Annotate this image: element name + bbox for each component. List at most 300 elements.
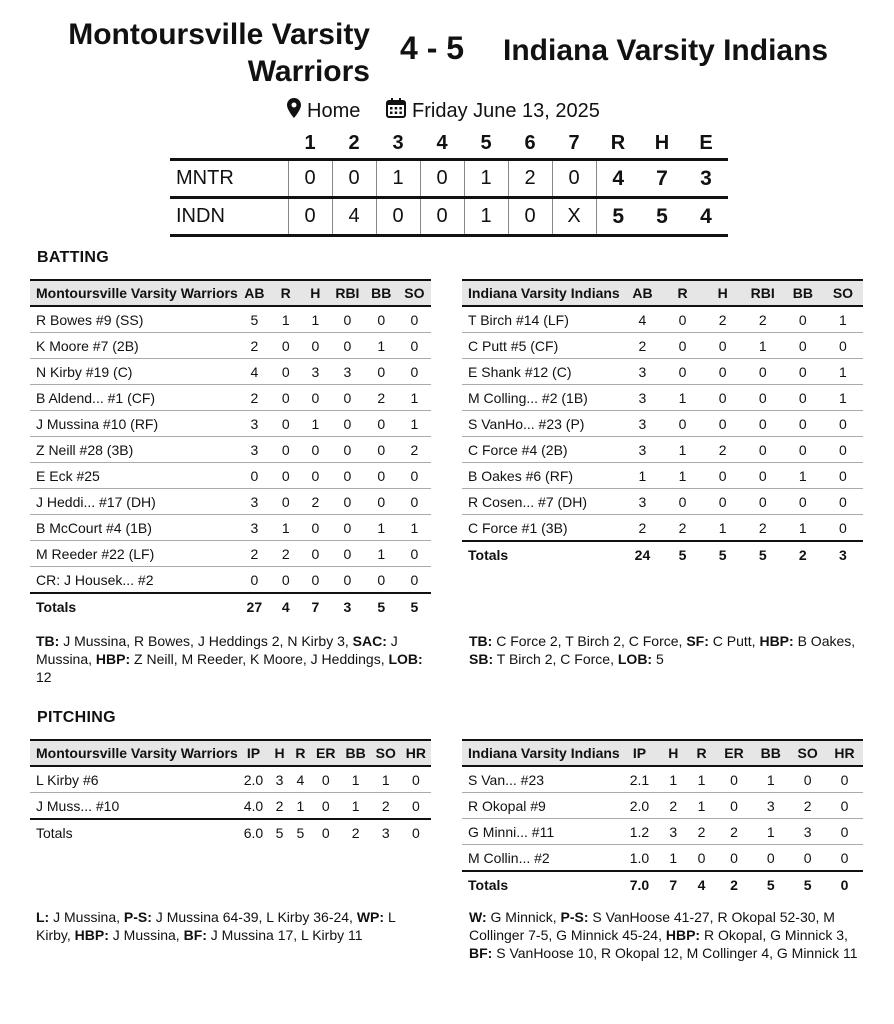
player-row [30, 793, 431, 820]
stat-value: 3 [622, 411, 662, 437]
stat-column-header: R [290, 740, 311, 766]
inning-score: 0 [508, 198, 552, 236]
stat-value: 0 [743, 385, 783, 411]
totals-value: 0 [826, 871, 863, 897]
team-column-header: Montoursville Varsity Warriors [30, 740, 238, 766]
stat-value: 1 [398, 385, 431, 411]
stat-value: 0 [301, 385, 331, 411]
stat-value: 3 [269, 766, 290, 793]
team-column-header: Montoursville Varsity Warriors [30, 280, 238, 306]
stat-value: 1 [823, 306, 863, 333]
stat-value: 3 [622, 437, 662, 463]
stat-value: 0 [783, 385, 823, 411]
stat-value: 0 [823, 463, 863, 489]
stat-value: 2 [743, 515, 783, 542]
inning-score: 1 [464, 198, 508, 236]
note-label: HBP: [759, 633, 794, 649]
stat-value: 0 [301, 437, 331, 463]
totals-label: Totals [30, 593, 238, 619]
stat-column-header: SO [398, 280, 431, 306]
line-score-header [170, 128, 728, 160]
stat-value: 2 [269, 793, 290, 820]
stat-value: 0 [703, 411, 743, 437]
stat-value: 1 [301, 306, 331, 333]
stat-value: 0 [301, 567, 331, 594]
note-label: W: [469, 909, 487, 925]
pitching-table-away [30, 739, 431, 845]
stat-value: 0 [398, 489, 431, 515]
stat-column-header: HR [826, 740, 863, 766]
calendar-icon [386, 98, 406, 124]
runs-total: 4 [596, 160, 640, 198]
note-label: WP: [356, 909, 385, 925]
stat-value: 2 [789, 793, 826, 819]
player-row [30, 306, 431, 333]
team-abbr: MNTR [170, 160, 288, 198]
stat-value: 3 [238, 489, 271, 515]
stat-value: 0 [826, 845, 863, 872]
stat-column-header: H [301, 280, 331, 306]
player-name: M Reeder #22 (LF) [30, 541, 238, 567]
player-row [30, 515, 431, 541]
totals-value: 5 [789, 871, 826, 897]
stat-value: 2 [371, 793, 401, 820]
stat-value: 1 [271, 515, 301, 541]
stat-column-header: BB [752, 740, 789, 766]
stat-value: 1 [365, 333, 398, 359]
inning-score: 0 [288, 198, 332, 236]
note-text: 5 [652, 651, 664, 667]
stat-value: 0 [330, 411, 365, 437]
stat-value: 1 [622, 463, 662, 489]
stat-value: 2 [659, 793, 687, 819]
note-label: BF: [183, 927, 207, 943]
stat-value: 0 [330, 333, 365, 359]
stat-value: 0 [663, 411, 703, 437]
runs-total: 5 [596, 198, 640, 236]
stat-value: 0 [823, 411, 863, 437]
stat-value: 0 [663, 489, 703, 515]
stat-value: 2 [238, 333, 271, 359]
stat-value: 1 [659, 845, 687, 872]
stat-column-header: SO [371, 740, 401, 766]
player-row [30, 385, 431, 411]
stat-value: 0 [238, 463, 271, 489]
stat-column-header: IP [620, 740, 659, 766]
totals-value: 5 [398, 593, 431, 619]
stat-value: 1 [398, 515, 431, 541]
player-name: Z Neill #28 (3B) [30, 437, 238, 463]
stat-column-header: AB [622, 280, 662, 306]
stat-value: 2 [271, 541, 301, 567]
note-label: L: [36, 909, 50, 925]
stat-value: 0 [330, 541, 365, 567]
note-text: J Mussina 17, L Kirby 11 [206, 927, 363, 943]
errors-header: E [699, 131, 713, 154]
stat-value: 0 [330, 463, 365, 489]
stat-value: 0 [301, 541, 331, 567]
stat-column-header: RBI [330, 280, 365, 306]
stat-value: 0 [301, 515, 331, 541]
stat-value: 0 [752, 845, 789, 872]
player-name: S Van... #23 [462, 766, 620, 793]
note-text: T Birch 2, C Force, [493, 651, 618, 667]
stat-column-header: AB [238, 280, 271, 306]
stat-value: 4 [622, 306, 662, 333]
player-name: J Muss... #10 [30, 793, 238, 820]
runs-header: R [610, 131, 626, 154]
player-name: C Putt #5 (CF) [462, 333, 622, 359]
stat-value: 0 [238, 567, 271, 594]
player-name: CR: J Housek... #2 [30, 567, 238, 594]
totals-value: 5 [365, 593, 398, 619]
stats-header-row [30, 740, 431, 766]
note-label: HBP: [74, 927, 109, 943]
stat-value: 0 [398, 333, 431, 359]
stat-value: 0 [311, 766, 341, 793]
stat-value: 1.2 [620, 819, 659, 845]
totals-value: 7 [659, 871, 687, 897]
stat-value: 1 [290, 793, 311, 820]
stat-value: 3 [238, 437, 271, 463]
player-row [462, 463, 863, 489]
note-text: G Minnick, [486, 909, 561, 925]
line-score-row-home [170, 198, 728, 236]
player-row [30, 766, 431, 793]
stat-value: 1 [687, 793, 715, 819]
stats-header-row [30, 280, 431, 306]
stat-value: 3 [752, 793, 789, 819]
stat-value: 0 [703, 333, 743, 359]
player-row [30, 411, 431, 437]
inning-header: 5 [480, 131, 492, 154]
stat-value: 0 [271, 333, 301, 359]
stat-value: 4 [238, 359, 271, 385]
note-text: Z Neill, M Reeder, K Moore, J Heddings, [130, 651, 389, 667]
stat-value: 1 [365, 515, 398, 541]
stat-value: 1 [743, 333, 783, 359]
stat-value: 0 [365, 306, 398, 333]
inning-score: X [552, 198, 596, 236]
totals-value: 5 [703, 541, 743, 567]
stat-value: 0 [311, 793, 341, 820]
inning-score: 0 [420, 198, 464, 236]
stat-value: 0 [823, 515, 863, 542]
player-name: G Minni... #11 [462, 819, 620, 845]
note-text: R Okopal, G Minnick 3, [700, 927, 848, 943]
stat-value: 0 [703, 385, 743, 411]
stat-value: 2 [398, 437, 431, 463]
totals-value: 3 [330, 593, 365, 619]
inning-header: 3 [392, 131, 404, 154]
totals-value: 5 [269, 819, 290, 845]
stat-value: 2 [238, 385, 271, 411]
totals-value: 5 [752, 871, 789, 897]
stats-header-row [462, 280, 863, 306]
stat-value: 2.1 [620, 766, 659, 793]
note-label: LOB: [617, 651, 653, 667]
stat-value: 0 [301, 463, 331, 489]
totals-value: 3 [823, 541, 863, 567]
stat-value: 0 [663, 359, 703, 385]
player-name: B McCourt #4 (1B) [30, 515, 238, 541]
player-name: E Shank #12 (C) [462, 359, 622, 385]
player-name: E Eck #25 [30, 463, 238, 489]
player-name: N Kirby #19 (C) [30, 359, 238, 385]
note-label: P-S: [123, 909, 152, 925]
stat-column-header: H [703, 280, 743, 306]
stat-value: 0 [271, 359, 301, 385]
pitching-notes-home [469, 908, 864, 962]
stat-value: 0 [823, 489, 863, 515]
stat-value: 0 [783, 437, 823, 463]
stat-value: 0 [330, 515, 365, 541]
stat-value: 0 [271, 437, 301, 463]
stat-value: 0 [703, 489, 743, 515]
note-text: J Mussina, R Bowes, J Heddings 2, N Kirby 3, [59, 633, 353, 649]
inning-score: 0 [376, 198, 420, 236]
totals-label: Totals [462, 541, 622, 567]
stat-value: 5 [238, 306, 271, 333]
note-text: B Oakes, [793, 633, 856, 649]
stat-value: 0 [687, 845, 715, 872]
hits-header: H [654, 131, 670, 154]
stat-value: 0 [365, 489, 398, 515]
errors-total: 3 [684, 160, 728, 198]
inning-header: 6 [524, 131, 536, 154]
note-text: C Putt, [708, 633, 760, 649]
totals-value: 2 [716, 871, 753, 897]
totals-value: 7.0 [620, 871, 659, 897]
stat-column-header: BB [783, 280, 823, 306]
stat-value: 1 [663, 385, 703, 411]
stat-value: 0 [826, 793, 863, 819]
totals-value: 6.0 [238, 819, 269, 845]
stat-value: 0 [783, 411, 823, 437]
stat-value: 0 [271, 567, 301, 594]
stat-value: 0 [365, 437, 398, 463]
stat-value: 3 [622, 359, 662, 385]
inning-score: 0 [420, 160, 464, 198]
stat-value: 1 [823, 359, 863, 385]
game-location [287, 98, 360, 124]
stat-value: 4.0 [238, 793, 269, 820]
inning-header: 7 [568, 131, 580, 154]
stat-value: 0 [398, 359, 431, 385]
totals-value: 5 [290, 819, 311, 845]
batting-section-title: BATTING [37, 249, 110, 266]
stat-value: 0 [743, 359, 783, 385]
player-row [462, 515, 863, 542]
stat-value: 1 [341, 793, 371, 820]
inning-score: 1 [464, 160, 508, 198]
stat-value: 2 [703, 437, 743, 463]
batting-table-away [30, 279, 431, 619]
stat-value: 1 [365, 541, 398, 567]
stat-value: 0 [663, 306, 703, 333]
batting-notes-home [469, 632, 864, 668]
player-row [30, 333, 431, 359]
final-score: 4 - 5 [400, 30, 465, 66]
player-row [462, 437, 863, 463]
player-name: B Oakes #6 (RF) [462, 463, 622, 489]
stat-column-header: HR [401, 740, 431, 766]
line-score-row-away [170, 160, 728, 198]
player-name: S VanHo... #23 (P) [462, 411, 622, 437]
stat-value: 1 [687, 766, 715, 793]
player-name: J Mussina #10 (RF) [30, 411, 238, 437]
stat-column-header: ER [716, 740, 753, 766]
totals-value: 0 [311, 819, 341, 845]
totals-value: 2 [783, 541, 823, 567]
stat-value: 1 [398, 411, 431, 437]
player-name: K Moore #7 (2B) [30, 333, 238, 359]
player-row [462, 845, 863, 872]
totals-label: Totals [30, 819, 238, 845]
note-text: S VanHoose 10, R Okopal 12, M Collinger 4, G Minnick 11 [492, 945, 858, 961]
note-text: S VanHoose 41-27, R Okopal 52-30, M Collinger 7-5, G Minnick 45-24, [469, 909, 835, 943]
stat-value: 0 [743, 411, 783, 437]
note-text: L Kirby, [36, 909, 396, 943]
player-row [462, 793, 863, 819]
stat-value: 2 [687, 819, 715, 845]
stat-value: 0 [398, 306, 431, 333]
totals-label: Totals [462, 871, 620, 897]
stat-value: 0 [330, 306, 365, 333]
player-row [30, 541, 431, 567]
stat-value: 3 [659, 819, 687, 845]
errors-total: 4 [684, 198, 728, 236]
player-name: C Force #1 (3B) [462, 515, 622, 542]
stat-value: 0 [330, 385, 365, 411]
note-label: LOB: [388, 651, 423, 667]
pitching-section-title: PITCHING [37, 709, 116, 726]
stat-value: 0 [716, 845, 753, 872]
player-name: T Birch #14 (LF) [462, 306, 622, 333]
note-label: TB: [469, 633, 493, 649]
stat-value: 0 [271, 385, 301, 411]
stat-value: 1.0 [620, 845, 659, 872]
inning-header: 2 [348, 131, 360, 154]
stat-value: 0 [743, 489, 783, 515]
stat-value: 2.0 [238, 766, 269, 793]
totals-row [462, 541, 863, 567]
stat-value: 3 [238, 515, 271, 541]
stat-column-header: R [271, 280, 301, 306]
totals-row [30, 819, 431, 845]
stat-value: 0 [398, 541, 431, 567]
stat-value: 0 [703, 463, 743, 489]
stat-value: 1 [783, 515, 823, 542]
totals-value: 7 [301, 593, 331, 619]
player-row [462, 306, 863, 333]
note-label: SF: [686, 633, 709, 649]
inning-score: 0 [332, 160, 376, 198]
totals-row [30, 593, 431, 619]
note-text: J Mussina, [36, 633, 398, 667]
player-name: B Aldend... #1 (CF) [30, 385, 238, 411]
stat-column-header: H [269, 740, 290, 766]
player-name: L Kirby #6 [30, 766, 238, 793]
totals-value: 5 [743, 541, 783, 567]
totals-value: 3 [371, 819, 401, 845]
stat-value: 1 [663, 437, 703, 463]
totals-value: 27 [238, 593, 271, 619]
inning-score: 1 [376, 160, 420, 198]
note-label: P-S: [560, 909, 589, 925]
stat-value: 0 [783, 359, 823, 385]
stat-value: 2.0 [620, 793, 659, 819]
stat-value: 0 [716, 766, 753, 793]
stat-value: 0 [301, 333, 331, 359]
stat-value: 0 [330, 567, 365, 594]
player-name: R Cosen... #7 (DH) [462, 489, 622, 515]
note-text: J Mussina 64-39, L Kirby 36-24, [151, 909, 357, 925]
player-row [30, 489, 431, 515]
stat-value: 0 [663, 333, 703, 359]
stat-value: 0 [365, 567, 398, 594]
stat-value: 0 [789, 766, 826, 793]
inning-header: 1 [304, 131, 316, 154]
stat-value: 1 [752, 819, 789, 845]
stats-header-row [462, 740, 863, 766]
player-row [462, 489, 863, 515]
player-row [30, 359, 431, 385]
hits-total: 7 [640, 160, 684, 198]
note-label: HBP: [95, 651, 131, 667]
totals-value: 4 [271, 593, 301, 619]
stat-column-header: RBI [743, 280, 783, 306]
stat-value: 2 [743, 306, 783, 333]
totals-value: 0 [401, 819, 431, 845]
stat-value: 2 [365, 385, 398, 411]
stat-value: 0 [330, 489, 365, 515]
inning-score: 2 [508, 160, 552, 198]
stat-value: 2 [622, 515, 662, 542]
stat-value: 1 [703, 515, 743, 542]
stat-value: 3 [301, 359, 331, 385]
stat-column-header: R [663, 280, 703, 306]
inning-score: 0 [552, 160, 596, 198]
map-pin-icon [287, 98, 301, 124]
note-label: HBP: [665, 927, 701, 943]
note-text: C Force 2, T Birch 2, C Force, [492, 633, 687, 649]
hits-total: 5 [640, 198, 684, 236]
inning-score: 4 [332, 198, 376, 236]
stat-value: 0 [365, 411, 398, 437]
player-name: M Colling... #2 (1B) [462, 385, 622, 411]
totals-value: 4 [687, 871, 715, 897]
location-label: Home [307, 99, 361, 122]
away-team-name: Montoursville Varsity Warriors [68, 18, 370, 88]
stat-value: 0 [271, 489, 301, 515]
stat-value: 0 [401, 766, 431, 793]
home-team-name: Indiana Varsity Indians [503, 34, 829, 67]
note-text: 12 [36, 669, 52, 685]
player-row [462, 411, 863, 437]
player-row [462, 333, 863, 359]
totals-row [462, 871, 863, 897]
game-date [386, 98, 600, 124]
batting-notes-away [36, 632, 431, 686]
stat-value: 0 [703, 359, 743, 385]
pitching-notes-away [36, 908, 431, 944]
line-score-table [170, 128, 728, 237]
totals-value: 2 [341, 819, 371, 845]
note-label: BF: [469, 945, 493, 961]
player-row [462, 385, 863, 411]
batting-table-home [462, 279, 863, 567]
